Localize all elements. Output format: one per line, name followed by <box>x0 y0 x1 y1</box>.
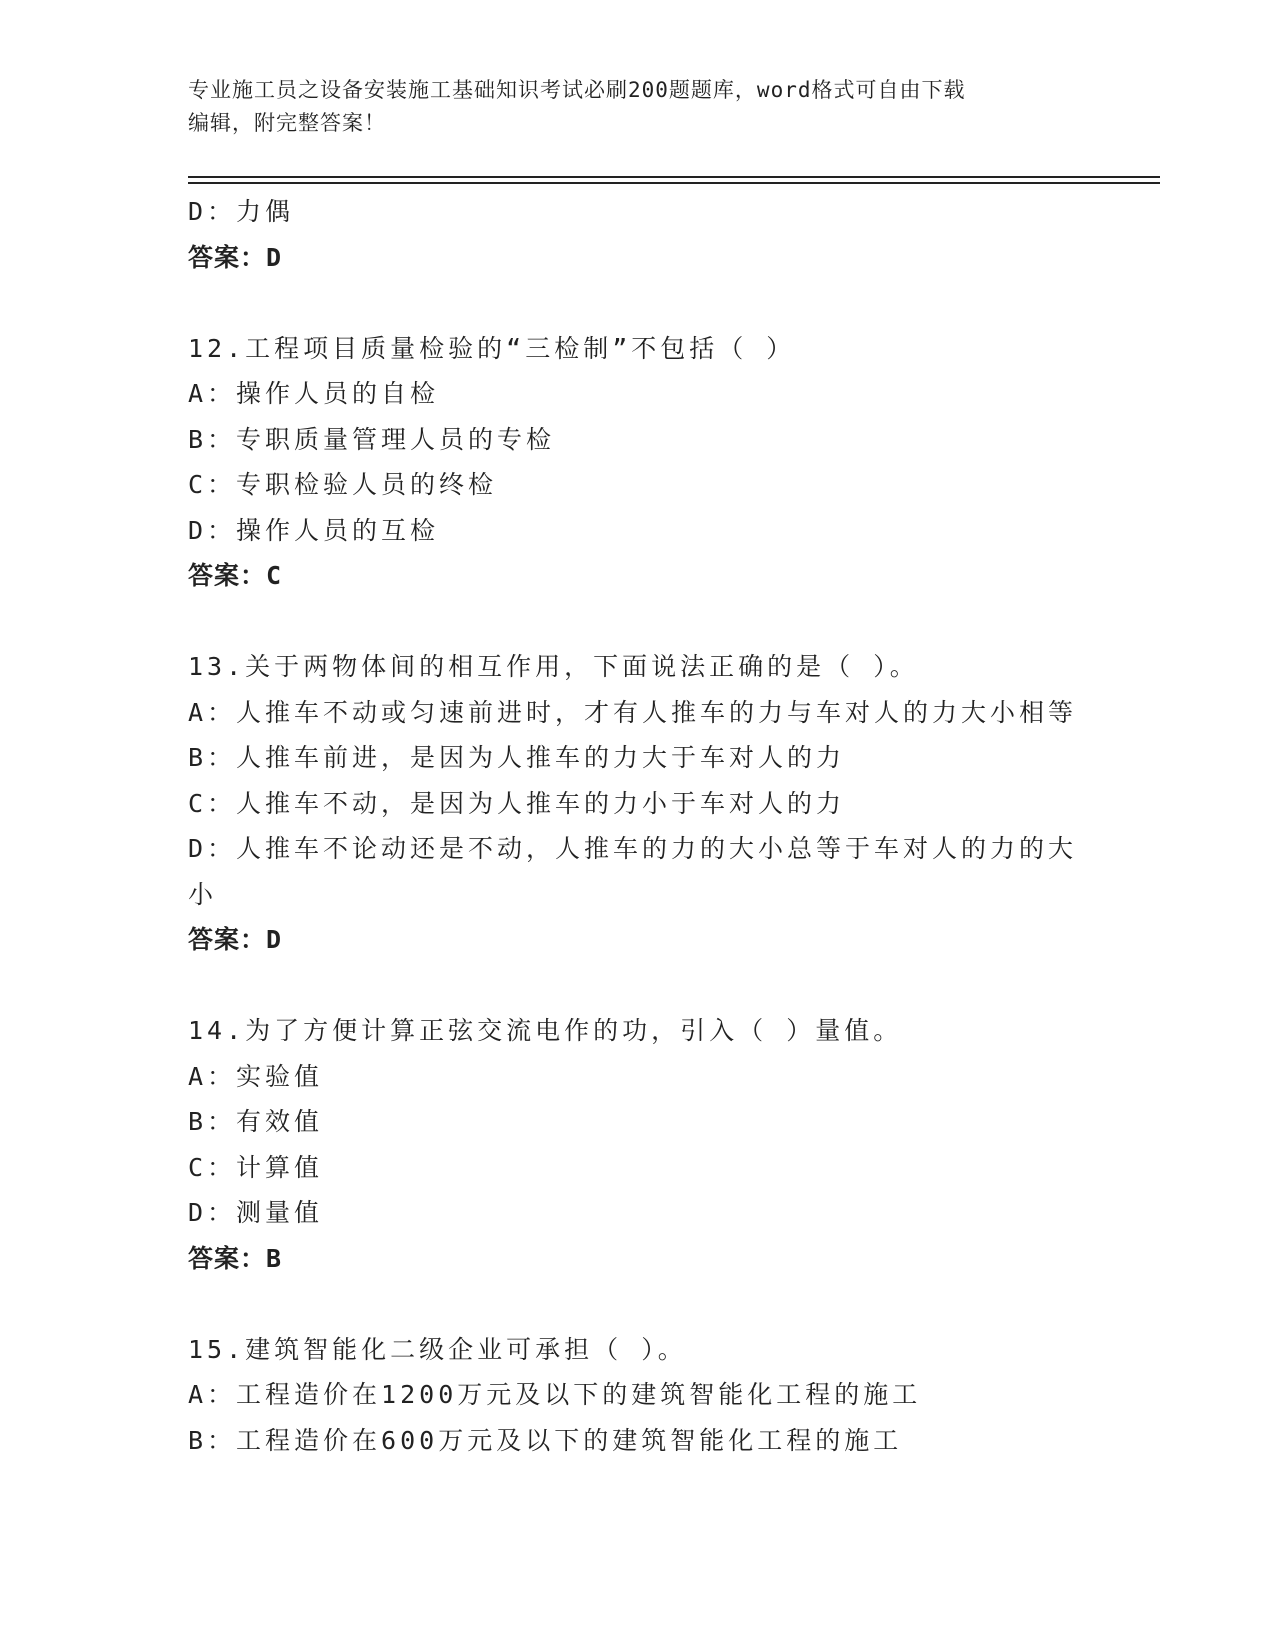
option-b: B：人推车前进，是因为人推车的力大于车对人的力 <box>188 743 846 772</box>
question-13 <box>188 644 1088 963</box>
spacer <box>188 280 1088 326</box>
header-divider-bottom <box>188 182 1160 184</box>
header-title-line-2: 编辑，附完整答案！ <box>188 111 386 135</box>
spacer <box>188 963 1088 1009</box>
option-a: A：人推车不动或匀速前进时，才有人推车的力与车对人的力大小相等 <box>188 697 1078 727</box>
question-11 <box>188 189 1088 280</box>
header-divider-top <box>188 176 1160 178</box>
answer: 答案：D <box>188 925 283 954</box>
spacer <box>188 1281 1088 1327</box>
answer: 答案：D <box>188 242 283 272</box>
option-c: C：计算值 <box>188 1152 324 1182</box>
question-12 <box>188 326 1088 599</box>
option-d: D：人推车不论动还是不动，人推车的力的大小总等于车对人的力的大 <box>188 834 1078 863</box>
option-a: A：工程造价在1200万元及以下的建筑智能化工程的施工 <box>188 1380 922 1409</box>
document-header <box>188 74 1068 140</box>
option-d: D：操作人员的互检 <box>188 515 440 545</box>
option-b: B：专职质量管理人员的专检 <box>188 424 556 454</box>
question-stem: 15.建筑智能化二级企业可承担（ ）。 <box>188 1334 687 1364</box>
question-14 <box>188 1008 1088 1281</box>
spacer <box>188 599 1088 645</box>
option-a: A：实验值 <box>188 1061 324 1091</box>
question-15 <box>188 1327 1088 1464</box>
header-title-line-1: 专业施工员之设备安装施工基础知识考试必刷200题题库，word格式可自由下载 <box>188 78 966 102</box>
option-b: B：有效值 <box>188 1107 324 1136</box>
option-d: D：测量值 <box>188 1198 324 1227</box>
option-a: A：操作人员的自检 <box>188 379 440 408</box>
question-stem: 12.工程项目质量检验的“三检制”不包括（ ） <box>188 333 796 363</box>
question-list <box>188 189 1088 1463</box>
question-stem: 13.关于两物体间的相互作用，下面说法正确的是（ ）。 <box>188 652 919 681</box>
question-stem: 14.为了方便计算正弦交流电作的功，引入（ ）量值。 <box>188 1016 903 1045</box>
option-b: B：工程造价在600万元及以下的建筑智能化工程的施工 <box>188 1425 903 1455</box>
option-d: D：力偶 <box>188 197 295 226</box>
answer: 答案：C <box>188 561 283 590</box>
option-c: C：专职检验人员的终检 <box>188 470 498 499</box>
option-d-continued: 小 <box>188 879 218 909</box>
answer: 答案：B <box>188 1243 283 1273</box>
option-c: C：人推车不动，是因为人推车的力小于车对人的力 <box>188 788 846 818</box>
